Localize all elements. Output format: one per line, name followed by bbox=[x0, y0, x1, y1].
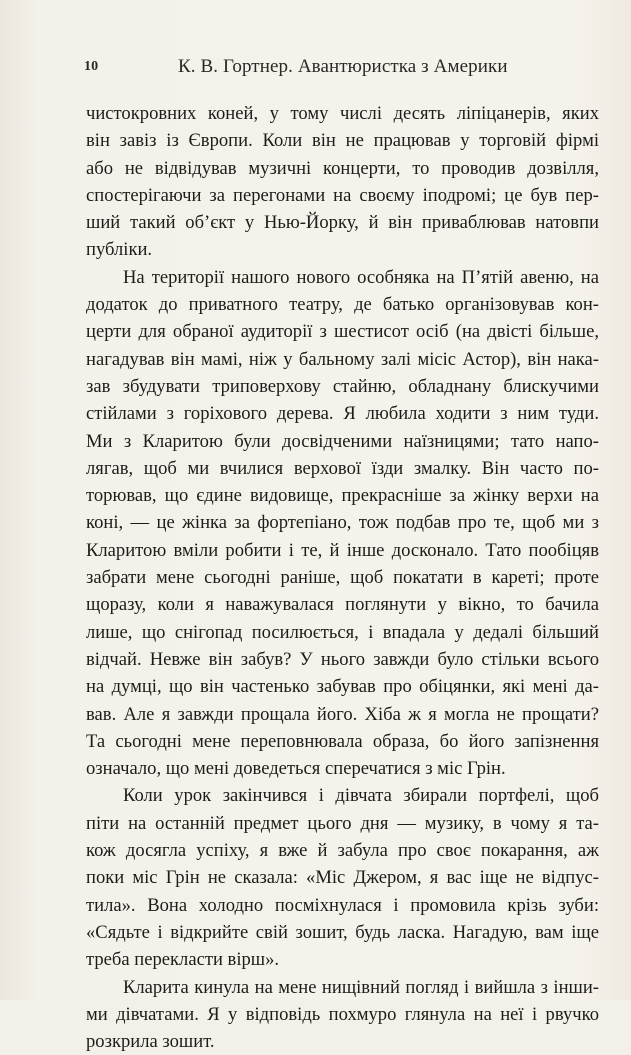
text-line: Коли урок закінчився і дівчата збирали портфелі, щоб bbox=[86, 782, 599, 809]
text-line: Та сьогодні мене переповнювала образа, бо його запізнення bbox=[86, 728, 599, 755]
text-line: «Сядьте і відкрийте свій зошит, будь ласка. Нагадую, вам іще bbox=[86, 919, 599, 946]
text-line: Ми з Кларитою були досвідченими наїзницями; тато напо- bbox=[86, 428, 599, 455]
text-line: церти для обраної аудиторії з шестисот осіб (на двісті більше, bbox=[86, 318, 599, 345]
text-line: коні, — це жінка за фортепіано, тож подбав про те, щоб ми з bbox=[86, 509, 599, 536]
text-line: на думці, що він частенько забував про обіцянки, які мені да- bbox=[86, 673, 599, 700]
page-number: 10 bbox=[84, 55, 98, 79]
text-line: лягав, щоб ми вчилися верхової їзди змалку. Він часто по- bbox=[86, 455, 599, 482]
text-line: торював, що єдине видовище, прекрасніше за жінку верхи на bbox=[86, 482, 599, 509]
text-line: щоразу, коли я наважувалася поглянути у вікно, то бачила bbox=[86, 591, 599, 618]
paragraph bbox=[86, 264, 599, 783]
paragraph bbox=[86, 100, 599, 264]
text-line: Кларита кинула на мене нищівний погляд і вийшла з інши- bbox=[86, 974, 599, 1001]
text-line: Кларитою вміли робити і те, й інше досконало. Тато пообіцяв bbox=[86, 537, 599, 564]
text-line: піти на останній предмет цього дня — музику, в чому я та- bbox=[86, 810, 599, 837]
text-line: розкрила зошит. bbox=[86, 1028, 599, 1055]
text-line: він завіз із Європи. Коли він не працював у торговій фірмі bbox=[86, 127, 599, 154]
text-line: публіки. bbox=[86, 236, 599, 263]
text-line: вав. Але я завжди прощала його. Хіба ж я могла не прощати? bbox=[86, 701, 599, 728]
running-title: К. В. Гортнер. Авантюристка з Америки bbox=[178, 55, 508, 79]
text-line: означало, що мені доведеться сперечатися з міс Грін. bbox=[86, 755, 599, 782]
text-line: тила». Вона холодно посміхнулася і промовила крізь зуби: bbox=[86, 892, 599, 919]
paragraph bbox=[86, 782, 599, 973]
text-line: забрати мене сьогодні раніше, щоб покатати в кареті; проте bbox=[86, 564, 599, 591]
text-line: чистокровних коней, у тому числі десять ліпіцанерів, яких bbox=[86, 100, 599, 127]
text-line: зав збудувати триповерхову стайню, обладнану блискучими bbox=[86, 373, 599, 400]
body-text bbox=[86, 100, 599, 1055]
text-line: нагадував він мамі, ніж у бальному залі місіс Астор), він нака- bbox=[86, 346, 599, 373]
text-line: спостерігаючи за перегонами на своєму іподромі; це був пер- bbox=[86, 182, 599, 209]
text-line: треба перекласти вірш». bbox=[86, 946, 599, 973]
text-line: кож досягла успіху, я вже й забула про своє покарання, аж bbox=[86, 837, 599, 864]
text-line: ми дівчатами. Я у відповідь похмуро глянула на неї і рвучко bbox=[86, 1001, 599, 1028]
text-line: додаток до приватного театру, де батько організовував кон- bbox=[86, 291, 599, 318]
text-line: На території нашого нового особняка на П’ятій авеню, на bbox=[86, 264, 599, 291]
text-line: поки міс Грін не сказала: «Міс Джером, я вас іще не відпус- bbox=[86, 864, 599, 891]
running-header bbox=[84, 55, 544, 79]
text-line: стійлами з горіхового дерева. Я любила ходити з ним туди. bbox=[86, 400, 599, 427]
text-line: лише, що снігопад посилюється, і впадала у дедалі більший bbox=[86, 619, 599, 646]
text-line: відчай. Невже він забув? У нього завжди було стільки всього bbox=[86, 646, 599, 673]
paragraph bbox=[86, 974, 599, 1055]
text-line: ший такий об’єкт у Нью-Йорку, й він приваблював натовпи bbox=[86, 209, 599, 236]
text-line: або не відвідував музичні концерти, то проводив дозвілля, bbox=[86, 155, 599, 182]
